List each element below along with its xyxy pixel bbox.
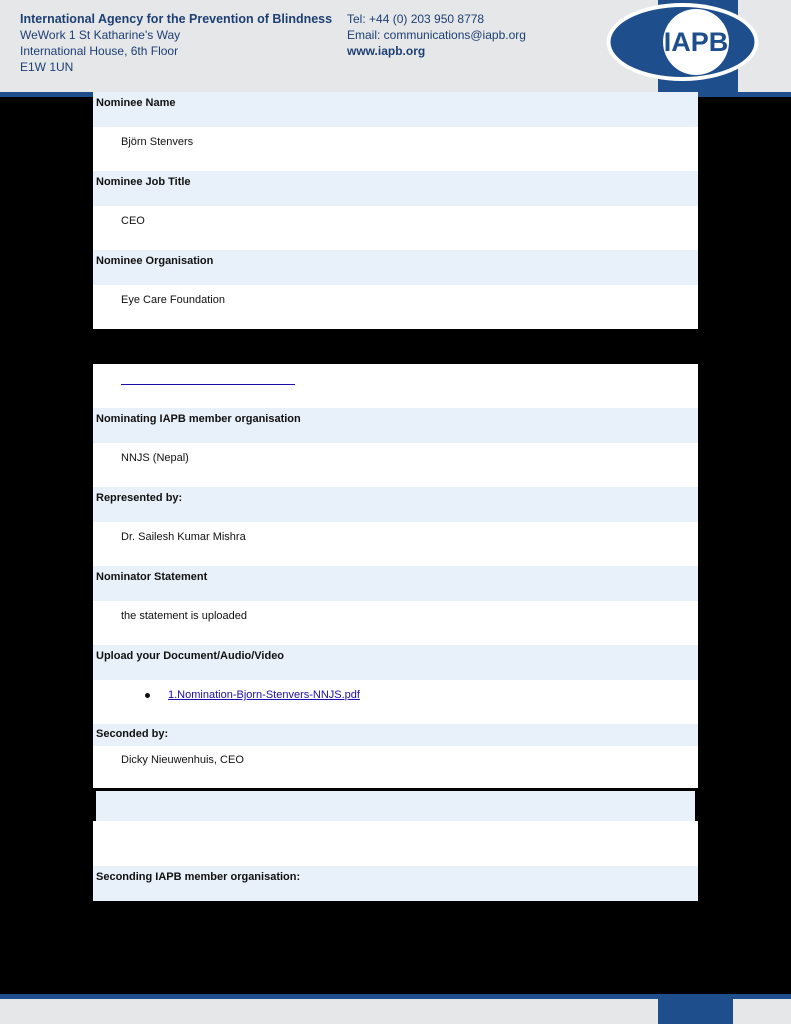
- org-address-block: [20, 11, 332, 75]
- statement-label: Nominator Statement: [96, 571, 208, 583]
- iapb-eye-logo: [605, 2, 760, 82]
- address-line-3: E1W 1UN: [20, 60, 74, 74]
- logo-text: IAPB: [663, 27, 729, 57]
- nominee-name-label-row: [93, 92, 698, 127]
- represented-by-value: Dr. Sailesh Kumar Mishra: [121, 531, 246, 543]
- nominee-name-label: Nominee Name: [96, 97, 176, 109]
- nominee-org-label-row: [93, 250, 698, 285]
- nominee-name-value: Björn Stenvers: [121, 136, 194, 148]
- bullet-icon: [145, 693, 150, 698]
- upload-label: Upload your Document/Audio/Video: [96, 650, 285, 662]
- nominee-panel: [93, 92, 698, 329]
- upload-label-row: [93, 645, 698, 680]
- empty-link-underline[interactable]: [121, 384, 295, 385]
- nominating-org-label: Nominating IAPB member organisation: [96, 413, 301, 425]
- nominee-name-value-row: [93, 127, 698, 171]
- statement-value-row: [93, 601, 698, 645]
- seconding-org-label-row: [93, 866, 698, 901]
- upload-file-item: [145, 689, 360, 701]
- seconding-header-strip: [96, 791, 695, 821]
- statement-value: the statement is uploaded: [121, 610, 247, 622]
- nominee-org-value-row: [93, 285, 698, 329]
- contact-block: [347, 11, 526, 59]
- uploaded-file-link[interactable]: 1.Nomination-Bjorn-Stenvers-NNJS.pdf: [168, 689, 360, 701]
- telephone: Tel: +44 (0) 203 950 8778: [347, 12, 485, 26]
- seconding-panel: [93, 821, 698, 901]
- org-name: International Agency for the Prevention of Blindness: [20, 12, 333, 26]
- blank-link-row: [93, 364, 698, 408]
- nominating-org-label-row: [93, 408, 698, 443]
- seconded-by-value-row: [93, 746, 698, 788]
- seconded-by-label-row: [93, 724, 698, 746]
- seconding-org-label: Seconding IAPB member organisation:: [96, 871, 301, 883]
- nominee-org-value: Eye Care Foundation: [121, 294, 225, 306]
- upload-file-row: [93, 680, 698, 724]
- nominee-job-label-row: [93, 171, 698, 206]
- nominee-job-value: CEO: [121, 215, 145, 227]
- website: www.iapb.org: [347, 44, 426, 58]
- nominator-panel: [93, 364, 698, 788]
- nominating-org-value-row: [93, 443, 698, 487]
- represented-by-label-row: [93, 487, 698, 522]
- address-line-1: WeWork 1 St Katharine's Way: [20, 28, 181, 42]
- footer-accent: [658, 999, 733, 1024]
- nominee-job-label: Nominee Job Title: [96, 176, 191, 188]
- seconding-blank-row: [93, 821, 698, 866]
- statement-label-row: [93, 566, 698, 601]
- represented-by-value-row: [93, 522, 698, 566]
- seconded-by-label: Seconded by:: [96, 728, 169, 740]
- nominating-org-value: NNJS (Nepal): [121, 452, 189, 464]
- email: Email: communications@iapb.org: [347, 28, 526, 42]
- seconded-by-value: Dicky Nieuwenhuis, CEO: [121, 754, 244, 766]
- nominee-job-value-row: [93, 206, 698, 250]
- address-line-2: International House, 6th Floor: [20, 44, 179, 58]
- nominee-org-label: Nominee Organisation: [96, 255, 214, 267]
- represented-by-label: Represented by:: [96, 492, 183, 504]
